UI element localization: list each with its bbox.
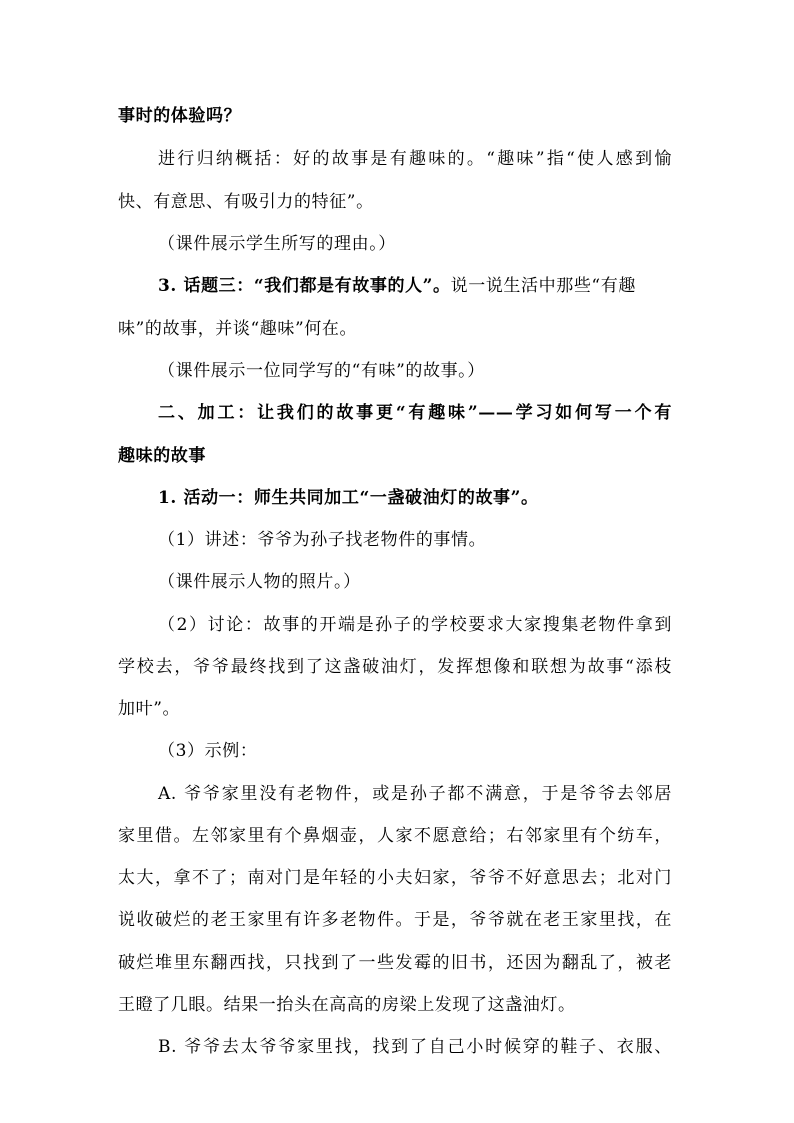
paragraph-line: （课件展示人物的照片。） [158, 572, 361, 592]
paragraph-line: （1）讲述：爷爷为孙子找老物件的事情。 [158, 530, 487, 550]
paragraph-line: （课件展示学生所写的理由。） [158, 234, 396, 254]
paragraph-line: A. 爷爷家里没有老物件，或是孙子都不满意，于是爷爷去邻居 [158, 784, 672, 804]
topic-heading: 3. 话题三：“我们都是有故事的人”。 [158, 276, 451, 296]
paragraph-line: 破烂堆里东翻西找，只找到了一些发霉的旧书，还因为翻乱了，被老 [118, 953, 672, 973]
paragraph-line: 王瞪了几眼。结果一抬头在高高的房梁上发现了这盏油灯。 [118, 995, 576, 1015]
paragraph-line: 事时的体验吗？ [118, 106, 242, 126]
paragraph-line: 说收破烂的老王家里有许多老物件。于是，爷爷就在老王家里找，在 [118, 910, 672, 930]
activity-heading: 1. 活动一：师生共同加工“一盏破油灯的故事”。 [158, 488, 539, 508]
paragraph-line: B. 爷爷去太爷爷家里找，找到了自己小时候穿的鞋子、衣服、 [158, 1037, 672, 1057]
paragraph-line: 味”的故事，并谈“趣味”何在。 [118, 319, 358, 339]
paragraph-line: （3）示例： [158, 741, 258, 761]
topic-text: 说一说生活中那些“有趣 [450, 276, 636, 296]
paragraph-line: （2）讨论：故事的开端是孙子的学校要求大家搜集老物件拿到 [158, 615, 672, 635]
paragraph-line [158, 275, 718, 297]
paragraph-line: （课件展示一位同学写的“有味”的故事。） [158, 361, 485, 381]
paragraph-line: 进行归纳概括：好的故事是有趣味的。“趣味”指“使人感到愉 [158, 149, 672, 169]
paragraph-line: 快、有意思、有吸引力的特征”。 [118, 192, 374, 212]
section-heading: 趣味的故事 [118, 446, 206, 466]
paragraph-line: 太大，拿不了；南对门是年轻的小夫妇家，爷爷不好意思去；北对门 [118, 868, 672, 888]
paragraph-line: 学校去，爷爷最终找到了这盏破油灯，发挥想像和联想为故事“添枝 [118, 657, 672, 677]
section-heading: 二、加工：让我们的故事更“有趣味”——学习如何写一个有 [158, 403, 672, 423]
paragraph-line: 加叶”。 [118, 699, 181, 719]
paragraph-line: 家里借。左邻家里有个鼻烟壶，人家不愿意给；右邻家里有个纺车， [118, 826, 672, 846]
